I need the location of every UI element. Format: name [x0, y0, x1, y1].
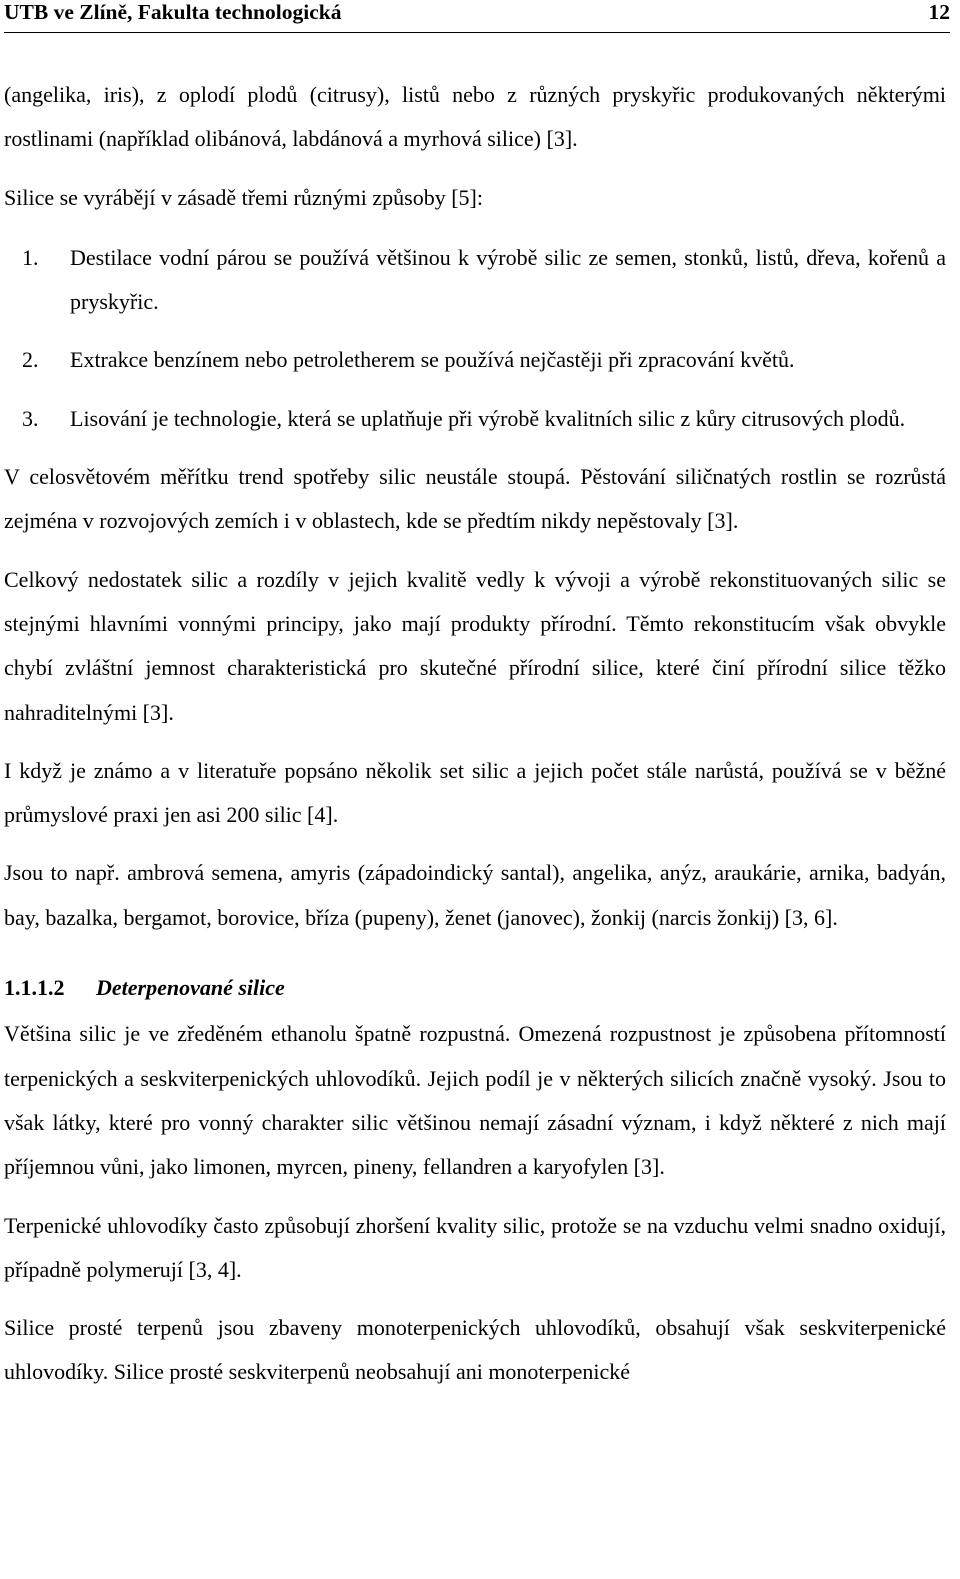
list-item-number: 1. — [22, 244, 39, 270]
paragraph: Silice prosté terpenů jsou zbaveny monoterpenických uhlovodíků, obsahují však seskviterpenické uhlovodíky. Silice prosté seskviterpenů neobsahují ani monoterpenické — [4, 1315, 946, 1385]
paragraph: V celosvětovém měřítku trend spotřeby silic neustále stoupá. Pěstování siličnatých rostlin se rozrůstá zejména v rozvojových zemích i v oblastech, kde se předtím nikdy nepěstovaly [3]. — [4, 464, 946, 534]
list-item-number: 2. — [22, 347, 39, 373]
page-header — [4, 0, 950, 33]
list-item — [4, 236, 946, 325]
paragraph: Terpenické uhlovodíky často způsobují zhoršení kvality silic, protože se na vzduchu velmi snadno oxidují, případně polymerují [3, 4]. — [4, 1212, 946, 1282]
list-item-number: 3. — [22, 405, 39, 431]
section-number: 1.1.1.2 — [4, 975, 65, 1001]
list-item-text: Destilace vodní párou se používá většinou k výrobě silic ze semen, stonků, listů, dřeva, kořenů a pryskyřic. — [70, 244, 946, 315]
list-item-text: Extrakce benzínem nebo petroletherem se používá nejčastěji při zpracování květů. — [70, 347, 795, 373]
paragraph: Jsou to např. ambrová semena, amyris (západoindický santal), angelika, anýz, araukárie, arnika, badyán, bay, bazalka, bergamot, borovice, bříza (pupeny), ženet (janovec), žonkij (narcis žonkij) [3, 6]. — [4, 860, 946, 930]
paragraph: Celkový nedostatek silic a rozdíly v jejich kvalitě vedly k vývoji a výrobě rekonstituovaných silic se stejnými hlavními vonnými principy, jako mají produkty přírodní. Těmto rekonstitucím však obvykle chybí zvláštní jemnost charakteristická pro skutečné přírodní silice, které činí přírodní silice těžko nahraditelnými [3]. — [4, 566, 946, 725]
page-number: 12 — [928, 0, 950, 24]
section-title: Deterpenované silice — [96, 975, 285, 1001]
header-title: UTB ve Zlíně, Fakulta technologická — [4, 0, 342, 24]
paragraph: Většina silic je ve zředěném ethanolu špatně rozpustná. Omezená rozpustnost je způsobena přítomností terpenických a seskviterpenických uhlovodíků. Jejich podíl je v některých silicích značně vysoký. Jsou to však látky, které pro vonný charakter silic většinou nemají zásadní význam, i když některé z nich mají příjemnou vůni, jako limonen, myrcen, pineny, fellandren a karyofylen [3]. — [4, 1021, 946, 1180]
methods-intro: Silice se vyrábějí v zásadě třemi různými způsoby [5]: — [4, 184, 483, 210]
section-heading — [4, 966, 946, 1010]
list-item-text: Lisování je technologie, která se uplatňuje při výrobě kvalitních silic z kůry citrusových plodů. — [70, 405, 906, 431]
intro-paragraph: (angelika, iris), z oplodí plodů (citrusy), listů nebo z různých pryskyřic produkovaných některými rostlinami (například olibánová, labdánová a myrhová silice) [3]. — [4, 82, 946, 152]
methods-list — [4, 236, 946, 441]
list-item — [4, 338, 946, 382]
body-text — [4, 73, 946, 1395]
list-item — [4, 397, 946, 441]
paragraph: I když je známo a v literatuře popsáno několik set silic a jejich počet stále narůstá, používá se v běžné průmyslové praxi jen asi 200 silic [4]. — [4, 757, 946, 828]
